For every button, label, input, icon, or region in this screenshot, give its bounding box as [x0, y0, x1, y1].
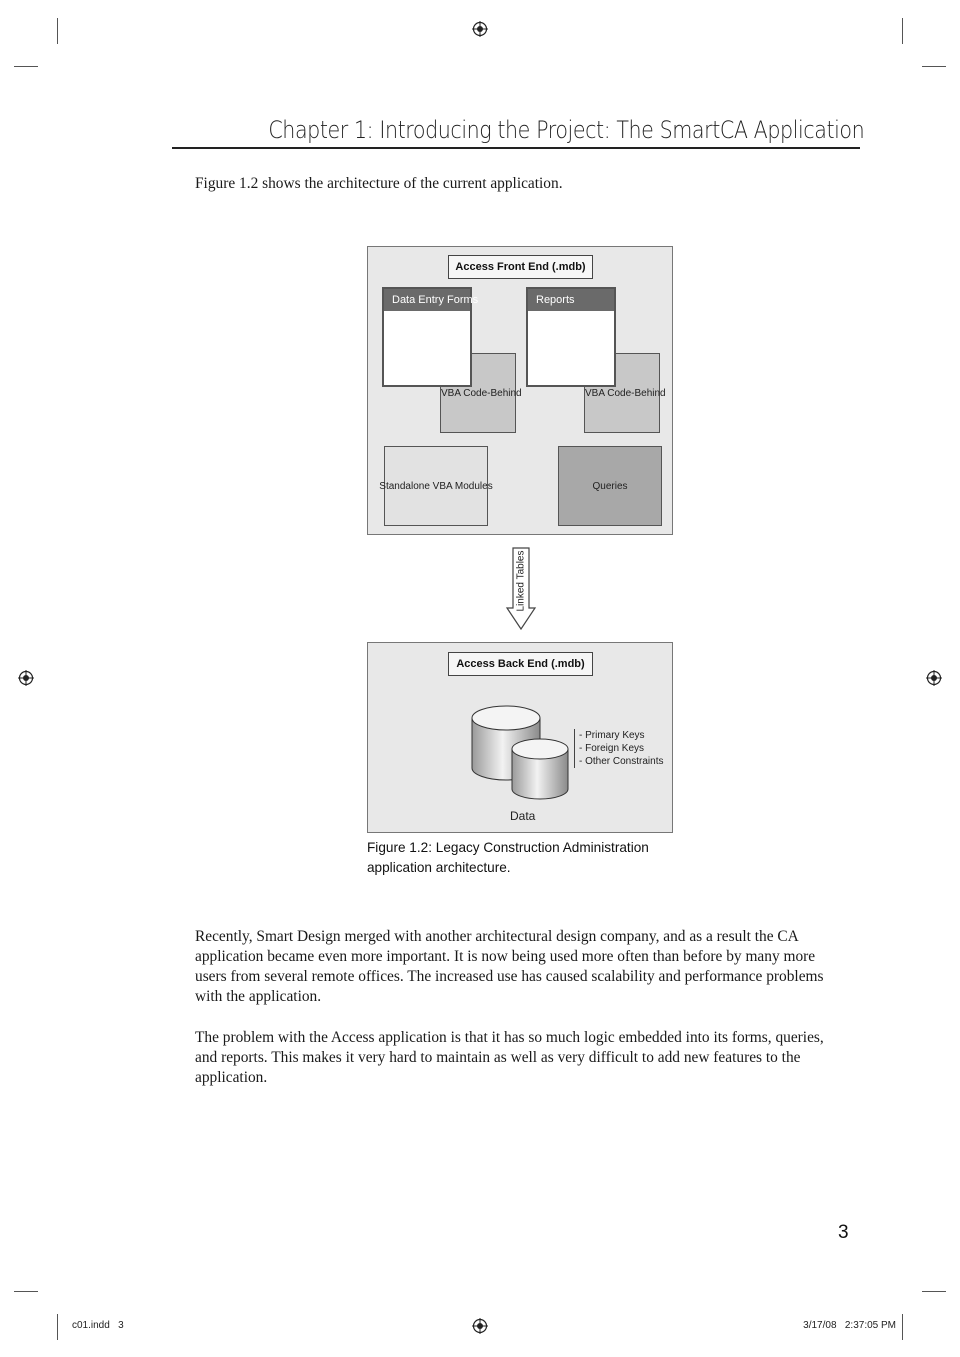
- crop-mark-bottom-left-vertical: [57, 1314, 58, 1340]
- constraint-foreign-keys: - Foreign Keys: [579, 743, 645, 754]
- registration-mark-icon: [926, 670, 942, 686]
- back-end-title: Access Back End (.mdb): [448, 652, 593, 676]
- body-paragraph: Recently, Smart Design merged with another architectural design company, and as a result the CA application became even more important. It is now being used more often than before by many more users from several remote offices. The increased use has caused scalability and performance problems with the application.: [195, 928, 824, 1005]
- slug-timestamp: 3/17/08 2:37:05 PM: [803, 1320, 896, 1331]
- crop-mark-bottom-right-vertical: [902, 1314, 903, 1340]
- data-label: Data: [510, 809, 536, 823]
- vba-code-behind-left: VBA Code-Behind: [440, 353, 516, 433]
- queries-box: Queries: [558, 446, 662, 526]
- chapter-title: Chapter 1: Introducing the Project: The SmartCA Application: [268, 116, 865, 144]
- crop-mark-top-right-horizontal: [922, 66, 946, 67]
- constraint-other: - Other Constraints: [579, 756, 664, 767]
- intro-text: Figure 1.2 shows the architecture of the current application.: [195, 175, 563, 192]
- crop-mark-top-left-vertical: [57, 18, 58, 44]
- figure-caption-line-1: Figure 1.2: Legacy Construction Administration: [367, 840, 649, 855]
- crop-mark-bottom-left-horizontal: [14, 1291, 38, 1292]
- database-cylinders-icon: [468, 699, 572, 809]
- back-end-panel: [367, 642, 673, 833]
- linked-tables-label: Linked Tables: [515, 550, 527, 612]
- data-entry-forms-box: [382, 287, 479, 387]
- crop-mark-top-right-vertical: [902, 18, 903, 44]
- registration-mark-icon: [18, 670, 34, 686]
- constraint-primary-keys: - Primary Keys: [579, 730, 645, 741]
- crop-mark-bottom-right-horizontal: [922, 1291, 946, 1292]
- registration-mark-icon: [472, 21, 488, 37]
- figure-caption: [367, 838, 677, 878]
- registration-mark-icon: [472, 1318, 488, 1334]
- figure-caption-line-2: application architecture.: [367, 860, 511, 875]
- constraints-list: [574, 729, 663, 768]
- data-entry-forms-label: Data Entry Forms: [384, 289, 470, 311]
- reports-label: Reports: [528, 289, 614, 311]
- standalone-vba-modules-box: Standalone VBA Modules: [384, 446, 488, 526]
- body-paragraph: The problem with the Access application is that it has so much logic embedded into its forms, queries, and reports. This makes it very hard to maintain as well as very difficult to add new features to the application.: [195, 1029, 824, 1086]
- header-rule: [172, 147, 860, 149]
- front-end-title: Access Front End (.mdb): [448, 255, 593, 279]
- reports-box: [526, 287, 616, 387]
- front-end-panel: [367, 246, 673, 535]
- vba-code-behind-right: VBA Code-Behind: [584, 353, 660, 433]
- page-number: 3: [838, 1222, 849, 1243]
- slug-filename: c01.indd 3: [72, 1320, 124, 1331]
- crop-mark-top-left-horizontal: [14, 66, 38, 67]
